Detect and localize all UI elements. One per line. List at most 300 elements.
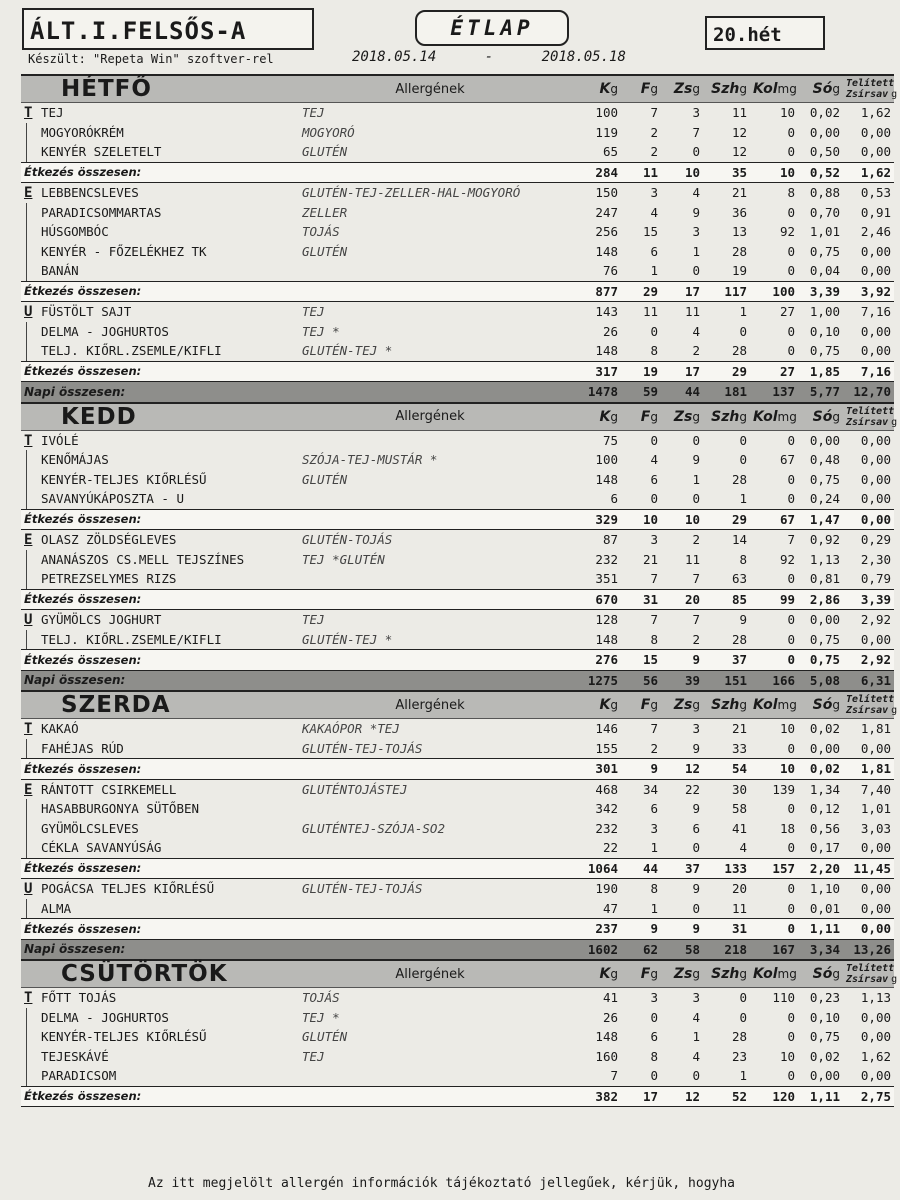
meal-total-value: 2,92	[843, 650, 894, 671]
nutrient-value: 3	[650, 532, 658, 548]
menu-item-row	[21, 899, 894, 919]
so-header	[798, 75, 843, 103]
daily-total-value: 3,34	[798, 939, 843, 960]
nutrient-value: 0	[692, 840, 700, 856]
nutrient-value: 0	[692, 900, 700, 916]
nutrient-value: 28	[731, 1029, 747, 1045]
nutrient-value: 7	[610, 1068, 618, 1084]
item-name-text: DELMA - JOGHURTOS	[41, 1009, 169, 1025]
item-allergens	[299, 261, 561, 281]
nutrient-value: 0	[739, 1009, 747, 1025]
spacer	[299, 759, 561, 780]
nutrient-value: 0,70	[809, 204, 840, 220]
nutrient-value: 0	[650, 1068, 658, 1084]
date-range	[352, 49, 626, 65]
nutrient-value: 0	[692, 263, 700, 279]
szh-unit: g	[739, 698, 747, 712]
nutrient-value: 23	[731, 1048, 747, 1064]
meal-bracket	[26, 242, 27, 262]
meal-bracket	[26, 470, 27, 490]
meal-total-value: 2,75	[843, 1086, 894, 1107]
nutrient-value: 0	[692, 1068, 700, 1084]
meal-bracket	[26, 739, 27, 759]
item-name-text: GYÜMÖLCS JOGHURT	[41, 612, 162, 628]
nutrient-value: 11	[731, 105, 747, 121]
item-name	[21, 470, 299, 490]
so-unit: g	[832, 698, 840, 712]
menu-item-row	[21, 261, 894, 281]
nutrient-value: 0,00	[860, 1009, 891, 1025]
item-allergens: TEJ	[302, 1048, 325, 1064]
menu-item-row	[21, 819, 894, 839]
meal-total-value: 301	[561, 759, 621, 780]
daily-total-value: 44	[661, 382, 703, 403]
kol-unit: mg	[777, 698, 797, 712]
szh-unit: g	[739, 409, 747, 424]
menu-item-row	[21, 838, 894, 858]
nutrient-value: 47	[602, 900, 618, 916]
nutrient-value: 0,24	[809, 491, 840, 507]
meal-total-value: 12	[661, 759, 703, 780]
nutrient-value: 0	[787, 840, 795, 856]
nutrient-value: 0	[787, 263, 795, 279]
nutrient-value: 0,00	[809, 432, 840, 448]
meal-total-value: 10	[621, 509, 661, 530]
nutrient-value: 0,00	[860, 840, 891, 856]
item-name	[21, 341, 299, 361]
daily-total-value: 167	[750, 939, 798, 960]
item-name	[21, 222, 299, 242]
item-name	[21, 550, 299, 570]
spacer	[299, 919, 561, 940]
item-name	[21, 899, 299, 919]
nutrient-value: 34	[642, 781, 658, 797]
saturated-label: Telített	[846, 78, 895, 89]
k-header	[561, 960, 621, 988]
nutrient-value: 6	[610, 491, 618, 507]
daily-total-value: 56	[621, 670, 661, 691]
so-unit: g	[832, 82, 840, 96]
item-name	[21, 739, 299, 759]
nutrient-value: 8	[650, 881, 658, 897]
daily-total-row	[21, 670, 894, 691]
meal-total-value: 317	[561, 361, 621, 382]
item-name	[21, 819, 299, 839]
nutrient-value: 26	[602, 1009, 618, 1025]
nutrient-value: 0	[787, 432, 795, 448]
nutrient-value: 2	[692, 631, 700, 647]
nutrient-value: 9	[692, 204, 700, 220]
nutrient-value: 0	[692, 491, 700, 507]
item-allergens: TEJ *	[302, 1009, 340, 1025]
nutrient-value: 0,00	[860, 343, 891, 359]
nutrient-value: 0,00	[860, 471, 891, 487]
meal-total-value: 284	[561, 162, 621, 183]
nutrient-value: 0,02	[809, 721, 840, 737]
nutrient-value: 0,02	[809, 1048, 840, 1064]
nutrient-value: 1	[739, 1068, 747, 1084]
item-allergens: GLUTÉNTEJ-SZÓJA-SO2	[302, 820, 445, 836]
nutrient-value: 1	[650, 900, 658, 916]
nutrient-value: 4	[692, 1009, 700, 1025]
f-label: F	[640, 408, 651, 425]
meal-total-value: 15	[621, 650, 661, 671]
szh-header	[703, 75, 750, 103]
item-name-text: ALMA	[41, 900, 72, 916]
nutrient-value: 7,40	[860, 781, 891, 797]
nutrient-value: 22	[684, 781, 700, 797]
item-allergens: TEJ *	[302, 323, 340, 339]
item-name-text: HÚSGOMBÓC	[41, 224, 109, 240]
item-allergens: GLUTÉN-TEJ *	[302, 343, 393, 359]
nutrient-value: 41	[731, 820, 747, 836]
meal-total-value: 237	[561, 919, 621, 940]
meal-bracket	[26, 838, 27, 858]
nutrient-value: 0,00	[860, 124, 891, 140]
menu-item-row	[21, 183, 894, 203]
meal-bracket	[26, 489, 27, 509]
menu-item-row	[21, 569, 894, 589]
nutrient-value: 3	[692, 224, 700, 240]
meal-total-label: Étkezés összesen:	[21, 361, 299, 382]
meal-code: T	[24, 105, 33, 122]
meal-total-value: 0,75	[798, 650, 843, 671]
saturated-fat-header	[843, 403, 898, 431]
nutrient-value: 0	[787, 204, 795, 220]
nutrient-value: 0	[739, 432, 747, 448]
meal-bracket	[26, 123, 27, 143]
menu-item-row	[21, 630, 894, 650]
nutrient-value: 1	[692, 471, 700, 487]
menu-item-row	[21, 341, 894, 361]
saturated-fat-header	[843, 960, 898, 988]
nutrient-value: 1	[692, 243, 700, 259]
f-header	[621, 960, 661, 988]
f-label: F	[640, 966, 651, 982]
nutrient-value: 28	[731, 243, 747, 259]
nutrient-value: 33	[731, 740, 747, 756]
nutrient-value: 8	[650, 343, 658, 359]
nutrient-value: 7	[650, 721, 658, 737]
daily-total-value: 166	[750, 670, 798, 691]
nutrient-value: 0,10	[809, 1009, 840, 1025]
nutrient-value: 0	[739, 323, 747, 339]
item-name-text: TEJ	[41, 105, 64, 121]
item-allergens	[299, 1066, 561, 1086]
f-unit: g	[650, 698, 658, 712]
nutrient-value: 110	[772, 990, 795, 1006]
item-allergens: TEJ	[302, 105, 325, 121]
meal-total-value: 10	[661, 162, 703, 183]
k-unit: g	[610, 967, 618, 981]
nutrient-value: 67	[779, 452, 795, 468]
menu-item-row	[21, 719, 894, 739]
nutrient-value: 3	[692, 990, 700, 1006]
item-name-text: FÜSTÖLT SAJT	[41, 304, 132, 320]
nutrient-value: 92	[779, 551, 795, 567]
f-header	[621, 75, 661, 103]
menu-item-row	[21, 103, 894, 123]
meal-total-row	[21, 759, 894, 780]
meal-total-value: 1,11	[798, 919, 843, 940]
nutrient-value: 0,79	[860, 571, 891, 587]
nutrient-value: 0,00	[860, 144, 891, 160]
meal-total-value: 54	[703, 759, 750, 780]
nutrient-value: 9	[739, 612, 747, 628]
daily-total-value: 218	[703, 939, 750, 960]
menu-item-row	[21, 1027, 894, 1047]
nutrient-value: 0	[787, 881, 795, 897]
nutrient-value: 0,00	[860, 243, 891, 259]
nutrient-value: 0	[787, 1009, 795, 1025]
item-name	[21, 630, 299, 650]
item-allergens: GLUTÉN-TEJ-ZELLER-HAL-MOGYORÓ	[302, 185, 521, 201]
nutrient-value: 190	[595, 881, 618, 897]
nutrient-value: 160	[595, 1048, 618, 1064]
meal-total-value: 17	[621, 1086, 661, 1107]
item-name-text: KENŐMÁJAS	[41, 452, 109, 468]
kol-header	[750, 75, 798, 103]
nutrient-value: 3,03	[860, 820, 891, 836]
nutrient-value: 3	[650, 990, 658, 1006]
item-name	[21, 1008, 299, 1028]
k-label: K	[599, 697, 611, 713]
nutrient-value: 8	[650, 1048, 658, 1064]
item-name	[21, 799, 299, 819]
meal-total-row	[21, 509, 894, 530]
meal-bracket	[26, 1027, 27, 1047]
meal-total-value: 0,00	[843, 509, 894, 530]
nutrient-value: 0,00	[809, 740, 840, 756]
nutrient-value: 0,53	[860, 185, 891, 201]
nutrient-value: 8	[787, 185, 795, 201]
meal-total-value: 17	[661, 281, 703, 302]
document-title: ÉTLAP	[415, 10, 569, 46]
kol-header	[750, 691, 798, 719]
nutrient-value: 0	[692, 432, 700, 448]
f-header	[621, 691, 661, 719]
item-name	[21, 142, 299, 162]
meal-total-value: 44	[621, 858, 661, 879]
saturated-fat-header	[843, 691, 898, 719]
nutrient-value: 3	[692, 105, 700, 121]
nutrient-value: 0	[692, 144, 700, 160]
meal-total-value: 7,16	[843, 361, 894, 382]
f-unit: g	[650, 409, 658, 424]
daily-total-value: 12,70	[843, 382, 894, 403]
menu-item-row	[21, 489, 894, 509]
meal-total-value: 670	[561, 589, 621, 610]
meal-total-label: Étkezés összesen:	[21, 858, 299, 879]
meal-total-value: 1,81	[843, 759, 894, 780]
item-allergens: GLUTÉN	[302, 471, 348, 487]
meal-total-row	[21, 650, 894, 671]
meal-total-label: Étkezés összesen:	[21, 509, 299, 530]
meal-total-value: 3,39	[843, 589, 894, 610]
item-name	[21, 430, 299, 450]
nutrient-value: 0	[787, 740, 795, 756]
nutrient-value: 0,00	[860, 900, 891, 916]
item-name-text: TELJ. KIŐRL.ZSEMLE/KIFLI	[41, 343, 222, 359]
so-header	[798, 691, 843, 719]
nutrient-value: 0,92	[809, 532, 840, 548]
meal-code: E	[24, 781, 33, 798]
daily-total-row	[21, 382, 894, 403]
nutrient-value: 0	[787, 1068, 795, 1084]
nutrient-value: 8	[739, 551, 747, 567]
meal-total-value: 117	[703, 281, 750, 302]
meal-code: T	[24, 721, 33, 738]
day-name: CSÜTÖRTÖK	[21, 960, 299, 988]
zs-header	[661, 75, 703, 103]
nutrient-value: 4	[692, 323, 700, 339]
nutrient-value: 1,34	[809, 781, 840, 797]
nutrient-value: 7	[692, 612, 700, 628]
nutrient-value: 0,88	[809, 185, 840, 201]
nutrient-value: 0,00	[860, 263, 891, 279]
day-header	[21, 75, 894, 103]
kol-unit: mg	[777, 967, 797, 981]
nutrient-value: 65	[602, 144, 618, 160]
item-allergens: TEJ	[302, 304, 325, 320]
meal-total-value: 877	[561, 281, 621, 302]
item-name	[21, 203, 299, 223]
meal-total-value: 100	[750, 281, 798, 302]
nutrient-value: 1	[692, 1029, 700, 1045]
item-name-text: GYÜMÖLCSLEVES	[41, 820, 139, 836]
nutrient-value: 1,62	[860, 105, 891, 121]
nutrient-value: 1	[650, 840, 658, 856]
nutrient-value: 8	[650, 631, 658, 647]
f-unit: g	[650, 967, 658, 981]
item-name-text: FAHÉJAS RÚD	[41, 740, 124, 756]
day-name: SZERDA	[21, 691, 299, 719]
meal-bracket	[26, 261, 27, 281]
nutrient-value: 148	[595, 631, 618, 647]
meal-total-value: 29	[703, 361, 750, 382]
spacer	[299, 509, 561, 530]
nutrient-value: 19	[731, 263, 747, 279]
meal-bracket	[26, 450, 27, 470]
menu-item-row	[21, 1008, 894, 1028]
item-allergens: TEJ	[302, 612, 325, 628]
spacer	[299, 1086, 561, 1107]
meal-bracket	[26, 222, 27, 242]
nutrient-value: 0,00	[860, 1029, 891, 1045]
nutrient-value: 11	[731, 900, 747, 916]
item-name-text: OLASZ ZÖLDSÉGLEVES	[41, 532, 177, 548]
menu-item-row	[21, 610, 894, 630]
k-unit: g	[610, 82, 618, 96]
nutrient-value: 0	[787, 801, 795, 817]
meal-total-label: Étkezés összesen:	[21, 919, 299, 940]
daily-total-value: 5,08	[798, 670, 843, 691]
meal-code: E	[24, 532, 33, 549]
nutrient-value: 100	[595, 452, 618, 468]
szh-unit: g	[739, 967, 747, 981]
item-name-text: IVÓLÉ	[41, 432, 79, 448]
meal-total-value: 12	[661, 1086, 703, 1107]
daily-total-value: 137	[750, 382, 798, 403]
nutrient-value: 0,04	[809, 263, 840, 279]
item-allergens: GLUTÉN	[302, 144, 348, 160]
nutrient-value: 0,02	[809, 105, 840, 121]
k-label: K	[599, 408, 611, 425]
meal-total-value: 1064	[561, 858, 621, 879]
week-number: 20.hét	[705, 16, 825, 50]
meal-bracket	[26, 819, 27, 839]
nutrient-value: 1,01	[860, 801, 891, 817]
nutrient-value: 0	[739, 990, 747, 1006]
daily-total-value: 39	[661, 670, 703, 691]
nutrient-value: 6	[650, 801, 658, 817]
nutrient-value: 22	[602, 840, 618, 856]
item-allergens: GLUTÉN-TEJ *	[302, 631, 393, 647]
szh-header	[703, 691, 750, 719]
nutrient-value: 0	[787, 124, 795, 140]
daily-total-label: Napi összesen:	[21, 670, 299, 691]
meal-total-value: 9	[661, 919, 703, 940]
item-allergens: TOJÁS	[302, 224, 340, 240]
item-name-text: CÉKLA SAVANYÚSÁG	[41, 840, 162, 856]
nutrient-value: 0,75	[809, 343, 840, 359]
nutrient-value: 0	[650, 491, 658, 507]
nutrient-value: 7	[692, 571, 700, 587]
nutrient-value: 0	[650, 323, 658, 339]
menu-item-row	[21, 203, 894, 223]
nutrient-value: 1,81	[860, 721, 891, 737]
meal-code: U	[24, 304, 33, 321]
item-name-text: KENYÉR SZELETELT	[41, 144, 162, 160]
daily-total-value: 62	[621, 939, 661, 960]
meal-total-label: Étkezés összesen:	[21, 162, 299, 183]
nutrient-value: 0	[787, 323, 795, 339]
kol-unit: mg	[777, 82, 797, 96]
meal-bracket	[26, 569, 27, 589]
item-allergens	[299, 569, 561, 589]
meal-total-value: 133	[703, 858, 750, 879]
meal-total-value: 1,11	[798, 1086, 843, 1107]
item-name-text: MOGYORÓKRÉM	[41, 124, 124, 140]
meal-total-label: Étkezés összesen:	[21, 281, 299, 302]
item-name-text: HASABBURGONYA SÜTŐBEN	[41, 801, 200, 817]
meal-total-value: 1,47	[798, 509, 843, 530]
nutrient-value: 87	[602, 532, 618, 548]
meal-total-value: 31	[703, 919, 750, 940]
nutrient-value: 1	[739, 304, 747, 320]
zs-label: Zs	[673, 697, 693, 713]
daily-total-value: 181	[703, 382, 750, 403]
item-name-text: DELMA - JOGHURTOS	[41, 323, 169, 339]
zs-unit: g	[692, 967, 700, 981]
meal-total-label: Étkezés összesen:	[21, 589, 299, 610]
item-name-text: KAKAÓ	[41, 721, 79, 737]
nutrient-value: 0	[787, 243, 795, 259]
meal-bracket	[26, 341, 27, 361]
nutrient-value: 0,10	[809, 323, 840, 339]
meal-total-value: 2,86	[798, 589, 843, 610]
item-name-text: TELJ. KIŐRL.ZSEMLE/KIFLI	[41, 631, 222, 647]
item-name	[21, 103, 299, 123]
meal-total-value: 0,52	[798, 162, 843, 183]
nutrient-value: 0	[787, 631, 795, 647]
nutrient-value: 0,00	[860, 740, 891, 756]
nutrient-value: 128	[595, 612, 618, 628]
meal-total-value: 120	[750, 1086, 798, 1107]
item-name	[21, 988, 299, 1008]
day-name: KEDD	[21, 403, 299, 431]
item-name-text: KENYÉR-TELJES KIŐRLÉSŰ	[41, 1029, 207, 1045]
